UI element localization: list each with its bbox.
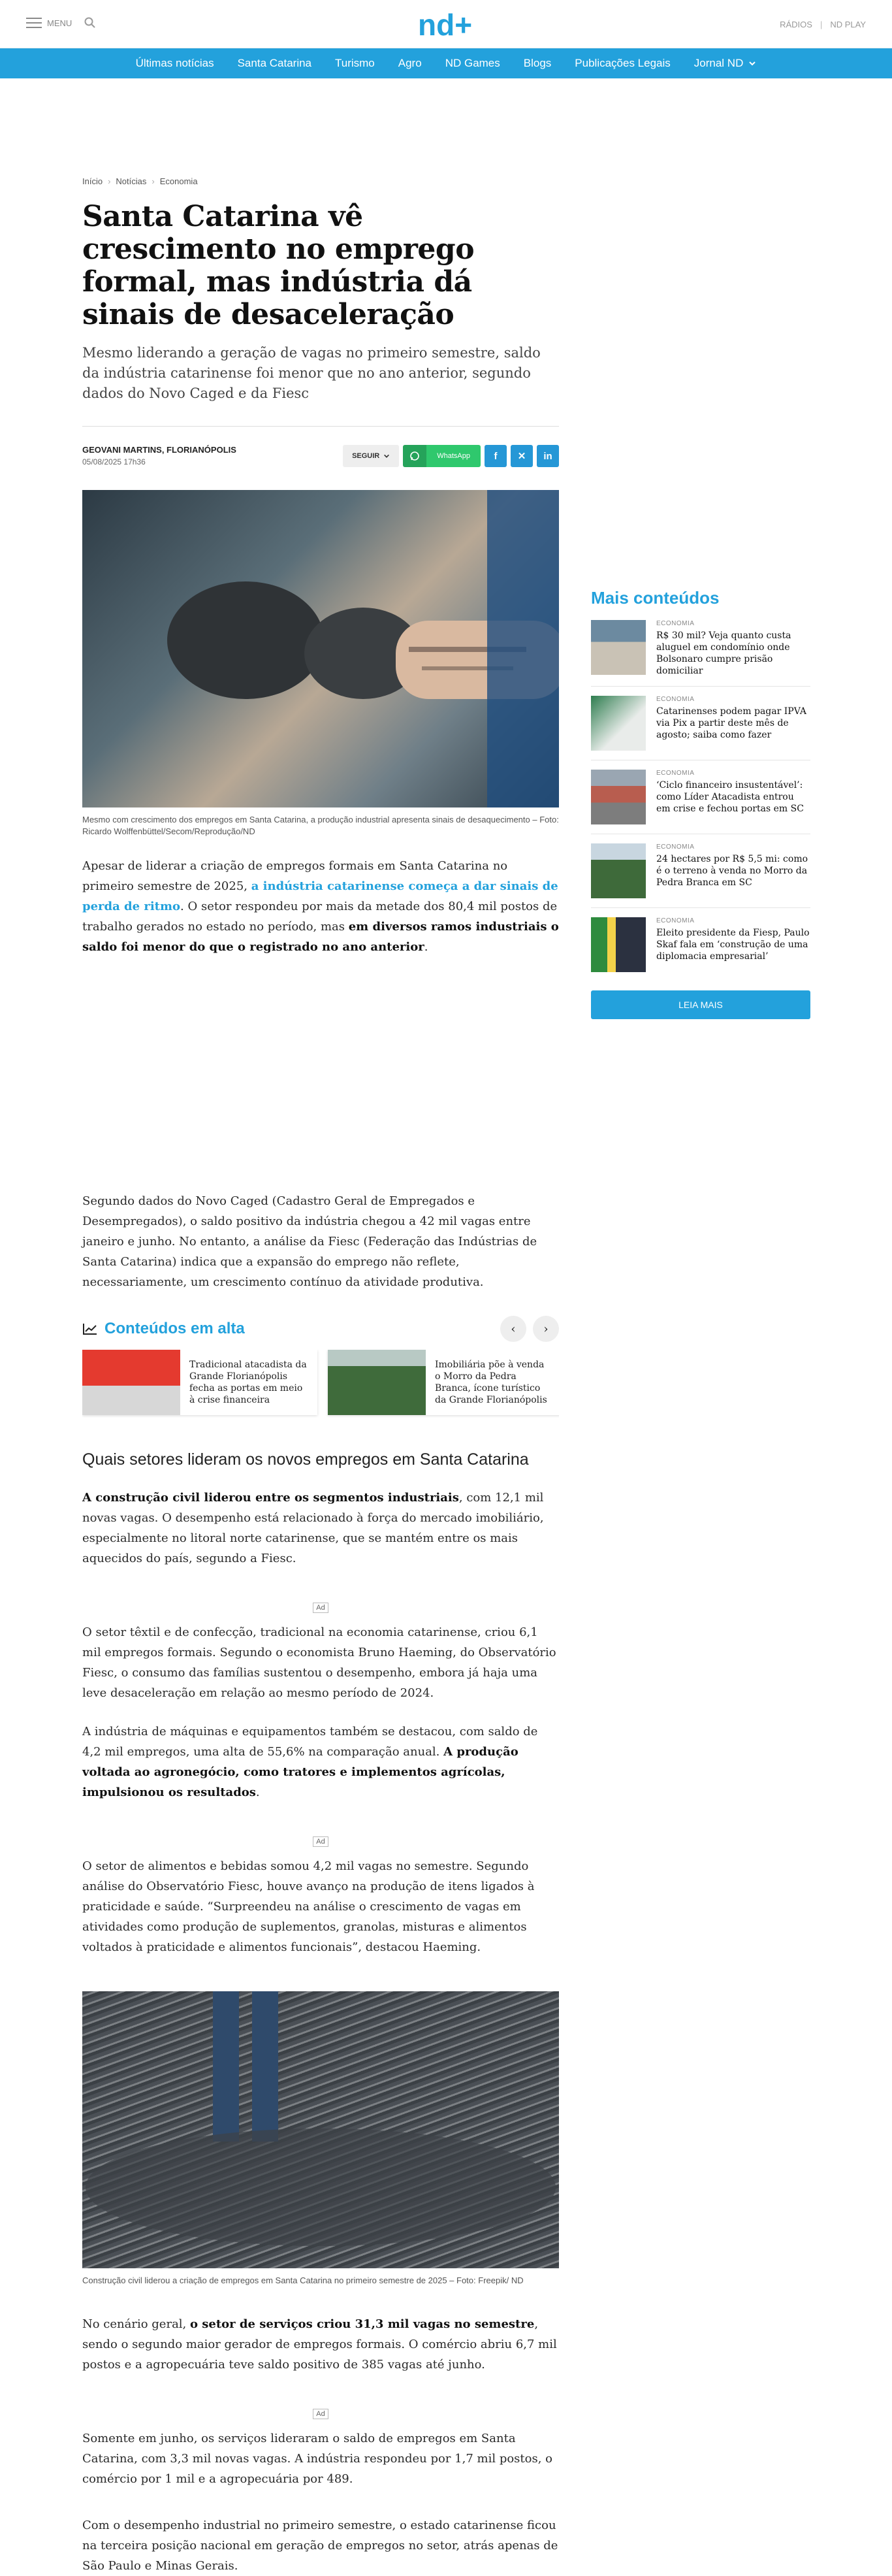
sidebar-thumbnail [591, 620, 646, 675]
facebook-icon[interactable]: f [485, 445, 507, 467]
paragraph-5 [82, 1721, 559, 1802]
nav-ultimas[interactable]: Últimas notícias [135, 57, 214, 69]
ad-label [82, 1601, 559, 1613]
chevron-right-icon: › [151, 176, 155, 186]
nd-play-link[interactable]: ND PLAY [830, 20, 866, 29]
carousel-arrows [500, 1316, 559, 1342]
article [82, 176, 559, 2576]
p7-text-b: , sendo o segundo maior gerador de empregos formais. O comércio abriu 6,7 mil postos e a agropecuária teve saldo positivo de 385 vagas até junho. [82, 2317, 557, 2372]
p1-text-c: . [424, 940, 428, 954]
main-nav [0, 48, 892, 78]
nav-blogs[interactable]: Blogs [523, 57, 552, 69]
p1-text-a: Apesar de liderar a criação de empregos formais em Santa Catarina no primeiro semestre de 2025, [82, 859, 508, 893]
whatsapp-icon [403, 445, 426, 467]
publish-date: 05/08/2025 17h36 [82, 457, 146, 466]
paragraph-4: O setor têxtil e de confecção, tradicional na economia catarinense, criou 6,1 mil empregos formais. Segundo o economista Bruno Haeming, do Observatório Fiesc, o consumo das famílias sustentou o desempenho, embora já haja uma leve desaceleração em relação ao mesmo período de 2024. [82, 1625, 556, 1700]
search-icon[interactable] [84, 16, 97, 29]
article-photo-gloves [82, 490, 559, 807]
article-title: Santa Catarina vê crescimento no emprego formal, mas indústria dá sinais de desaceleração [82, 200, 475, 331]
sidebar [591, 588, 810, 1019]
card-title: Imobiliária põe à venda o Morro da Pedra Branca, ícone turístico da Grande Florianópolis [435, 1360, 547, 1405]
trending-chart-icon [82, 1322, 98, 1335]
ad-label [82, 1835, 559, 1847]
trending-card[interactable] [82, 1350, 317, 1415]
sidebar-item-category: ECONOMIA [656, 696, 695, 703]
trending-title: Conteúdos em alta [104, 1320, 245, 1337]
nav-jornal-nd-label: Jornal ND [693, 57, 744, 69]
sidebar-title: Mais conteúdos [591, 588, 720, 608]
p5-bold: A produção voltada ao agronegócio, como tratores e implementos agrícolas, impulsionou os resultados [82, 1745, 518, 1799]
p3-text: , com 12,1 mil novas vagas. O desempenho está relacionado à força do mercado imobiliário, especialmente no litoral norte catarinense, que se mantém entre os mais aquecidos do país, segundo a Fiesc. [82, 1491, 544, 1565]
card-thumbnail [328, 1350, 426, 1415]
follow-label: SEGUIR [352, 452, 380, 460]
section-heading: Quais setores lideram os novos empregos em Santa Catarina [82, 1450, 529, 1469]
sidebar-item-category: ECONOMIA [656, 770, 695, 777]
p7-text-a: No cenário geral, [82, 2317, 190, 2331]
p5-text: A indústria de máquinas e equipamentos também se destacou, com saldo de 4,2 mil empregos, uma alta de 55,6% na comparação anual. [82, 1725, 538, 1759]
paragraph-8: Somente em junho, os serviços lideraram o saldo de empregos em Santa Catarina, com 3,3 mil novas vagas. A indústria respondeu por 1,7 mil postos, o comércio por 1 mil e a agropecuária por 489. [82, 2432, 553, 2486]
paragraph-7 [82, 2314, 559, 2375]
sidebar-thumbnail [591, 770, 646, 824]
read-more-button[interactable]: LEIA MAIS [591, 990, 810, 1019]
ad-space [82, 957, 559, 1173]
trending-section [82, 1316, 559, 1418]
sidebar-item-category: ECONOMIA [656, 843, 695, 851]
paragraph-9: Com o desempenho industrial no primeiro semestre, o estado catarinense ficou na terceira posição nacional em geração de empregos no setor, atrás apenas de São Paulo e Minas Gerais. [82, 2519, 558, 2573]
trending-cards [82, 1350, 559, 1418]
sidebar-item-title: Catarinenses podem pagar IPVA via Pix a partir deste mês de agosto; saiba como fazer [656, 706, 806, 740]
paragraph-6: O setor de alimentos e bebidas somou 4,2 mil vagas no semestre. Segundo análise do Observatório Fiesc, houve avanço na produção de itens ligados à praticidade e saúde. “Surpreendeu na análise o crescimento de vagas em atividades como produção de suplementos, granolas, misturas e alimentos voltados à praticidade e alimentos funcionais”, destacou Haeming. [82, 1859, 535, 1954]
ad-label [82, 2407, 559, 2419]
photo2-caption: Construção civil liderou a criação de empregos em Santa Catarina no primeiro semestre de 2025 – Foto: Freepik/ ND [82, 2275, 524, 2285]
gloves-illustration [82, 490, 559, 807]
chevron-down-icon [748, 59, 756, 67]
nav-santa-catarina[interactable]: Santa Catarina [237, 57, 311, 69]
top-links [780, 20, 866, 29]
carousel-next-button[interactable]: › [533, 1316, 559, 1342]
nav-publicacoes[interactable]: Publicações Legais [575, 57, 671, 69]
p3-bold: A construção civil liderou entre os segmentos industriais [82, 1491, 459, 1505]
sidebar-item-title: ‘Ciclo financeiro insustentável’: como Líder Atacadista entrou em crise e fechou portas em SC [656, 780, 804, 814]
sidebar-item[interactable] [591, 696, 810, 760]
p7-bold: o setor de serviços criou 31,3 mil vagas no semestre [190, 2317, 535, 2331]
sidebar-item[interactable] [591, 917, 810, 981]
hamburger-icon [26, 18, 42, 28]
x-twitter-icon[interactable]: ✕ [511, 445, 533, 467]
paragraph-1 [82, 856, 559, 957]
card-thumbnail [82, 1350, 180, 1415]
ad-badge: Ad [313, 1603, 328, 1613]
sidebar-item-title: Eleito presidente da Fiesp, Paulo Skaf fala em ‘construção de uma diplomacia empresarial’ [656, 928, 810, 962]
ad-badge: Ad [313, 2409, 328, 2419]
linkedin-icon[interactable]: in [537, 445, 559, 467]
p1-link[interactable]: a indústria catarinense começa a dar sinais de perda de ritmo [82, 879, 558, 913]
nd-logo[interactable] [418, 9, 475, 41]
p1-bold: em diversos ramos industriais o saldo foi menor do que o registrado no ano anterior [82, 920, 559, 954]
menu-label: MENU [47, 18, 72, 28]
card-title: Tradicional atacadista da Grande Florianópolis fecha as portas em meio à crise financeira [189, 1360, 307, 1405]
trending-card[interactable] [328, 1350, 559, 1415]
rebar-illustration [82, 1991, 559, 2268]
sidebar-thumbnail [591, 843, 646, 898]
breadcrumb [82, 176, 559, 186]
carousel-prev-button[interactable]: ‹ [500, 1316, 526, 1342]
sidebar-item-category: ECONOMIA [656, 620, 695, 627]
article-photo-rebar [82, 1991, 559, 2268]
share-bar [343, 445, 559, 467]
top-bar [0, 0, 892, 48]
chevron-down-icon [383, 453, 390, 459]
trending-header [82, 1316, 559, 1342]
byline [82, 426, 559, 482]
sidebar-item[interactable] [591, 770, 810, 834]
sidebar-item-title: 24 hectares por R$ 5,5 mi: como é o terreno à venda no Morro da Pedra Branca em SC [656, 854, 808, 888]
nav-jornal-nd[interactable] [694, 57, 757, 70]
menu-button[interactable] [26, 18, 72, 28]
radios-link[interactable]: RÁDIOS [780, 20, 812, 29]
nav-agro[interactable]: Agro [398, 57, 422, 69]
whatsapp-label: WhatsApp [426, 445, 481, 467]
paragraph-2: Segundo dados do Novo Caged (Cadastro Geral de Empregados e Desempregados), o saldo positivo da indústria chegou a 42 mil vagas entre janeiro e junho. No entanto, a análise da Fiesc (Federação das Indústrias de Santa Catarina) indica que a expansão do emprego não reflete, necessariamente, um crescimento contínuo da atividade produtiva. [82, 1194, 537, 1289]
sidebar-item[interactable] [591, 843, 810, 908]
author[interactable]: GEOVANI MARTINS, FLORIANÓPOLIS [82, 445, 236, 455]
nav-nd-games[interactable]: ND Games [445, 57, 500, 69]
p1-text-b: . O setor respondeu por mais da metade dos 80,4 mil postos de trabalho gerados no estado no período, mas [82, 900, 558, 934]
sidebar-thumbnail [591, 696, 646, 751]
sidebar-item[interactable] [591, 620, 810, 687]
logo-text: nd+ [418, 9, 473, 41]
whatsapp-button[interactable] [403, 445, 481, 467]
article-subtitle: Mesmo liderando a geração de vagas no primeiro semestre, saldo da indústria catarinense foi menor que no ano anterior, segundo dados do Novo Caged e da Fiesc [82, 345, 541, 401]
ad-badge: Ad [313, 1836, 328, 1847]
p5-end: . [255, 1785, 260, 1799]
crumb-inicio[interactable]: Início [82, 176, 103, 186]
paragraph-3 [82, 1488, 559, 1569]
crumb-economia[interactable]: Economia [159, 176, 198, 186]
follow-button[interactable] [343, 445, 399, 467]
nav-turismo[interactable]: Turismo [335, 57, 375, 69]
sidebar-item-category: ECONOMIA [656, 917, 695, 924]
sidebar-item-title: R$ 30 mil? Veja quanto custa aluguel em condomínio onde Bolsonaro cumpre prisão domiciliar [656, 630, 791, 676]
chevron-right-icon: › [108, 176, 111, 186]
top-links-separator: | [820, 20, 823, 29]
photo1-caption: Mesmo com crescimento dos empregos em Santa Catarina, a produção industrial apresenta sinais de desaquecimento – Foto: Ricardo Wolffenbüttel/Secom/Reprodução/ND [82, 815, 559, 836]
crumb-noticias[interactable]: Notícias [116, 176, 147, 186]
sidebar-thumbnail [591, 917, 646, 972]
